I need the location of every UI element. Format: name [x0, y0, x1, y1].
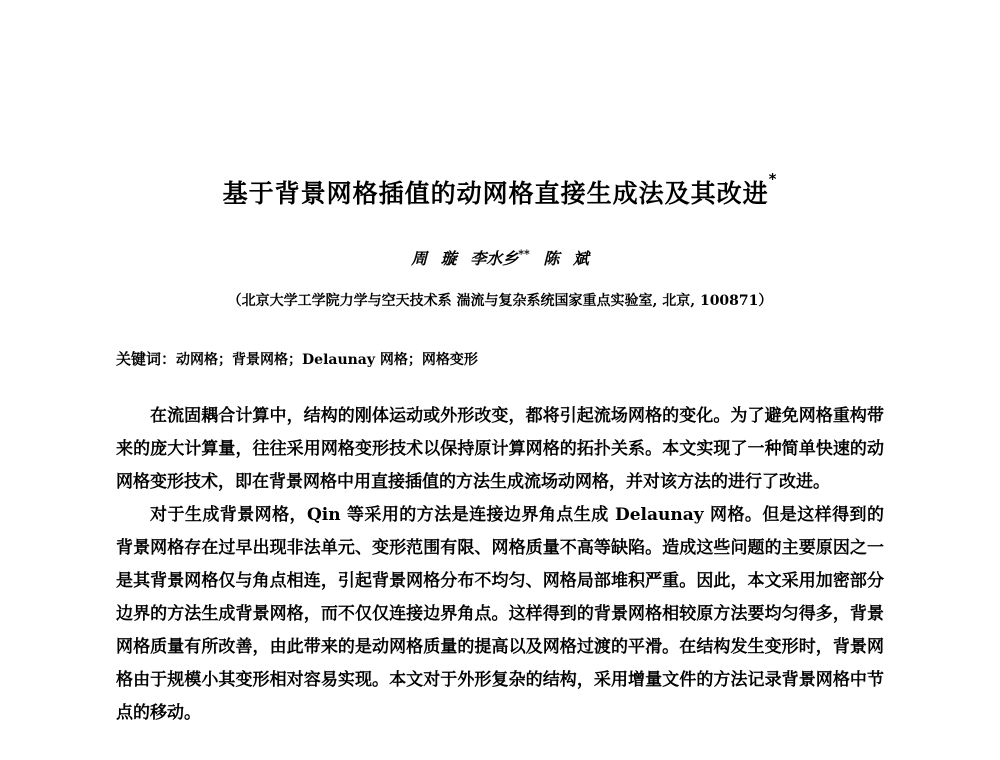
- abstract-body: [116, 400, 884, 730]
- paragraph-1: 在流固耦合计算中，结构的刚体运动或外形改变，都将引起流场网格的变化。为了避免网格重构带来的庞大计算量，往往采用网格变形技术以保持原计算网格的拓扑关系。本文实现了一种简单快速的动网格变形技术，即在背景网格中用直接插值的方法生成流场动网格，并对该方法的进行了改进。: [116, 406, 884, 492]
- author-list: [0, 246, 1000, 269]
- paper-title: [0, 170, 1000, 210]
- keywords: [116, 348, 478, 369]
- author-2-name: 李水乡: [470, 249, 519, 268]
- author-2: [470, 249, 530, 268]
- paragraph-2: 对于生成背景网格，Qin 等采用的方法是连接边界角点生成 Delaunay 网格。但是这样得到的背景网格存在过早出现非法单元、变形范围有限、网格质量不高等缺陷。造成这些问题的主要原因之一是其背景网格仅与角点相连，引起背景网格分布不均匀、网格局部堆积严重。因此，本文采用加密部分边界的方法生成背景网格，而不仅仅连接边界角点。这样得到的背景网格相较原方法要均匀得多，背景网格质量有所改善，由此带来的是动网格质量的提高以及网格过渡的平滑。在结构发生变形时，背景网格由于规模小其变形相对容易实现。本文对于外形复杂的结构，采用增量文件的方法记录背景网格中节点的移动。: [116, 505, 884, 723]
- affiliation: （北京大学工学院力学与空天技术系 湍流与复杂系统国家重点实验室, 北京, 100871）: [227, 293, 773, 309]
- keywords-label: 关键词：: [116, 350, 177, 368]
- author-2-mark: **: [518, 247, 530, 261]
- author-1: 周 璇: [411, 249, 457, 268]
- keywords-text: 动网格；背景网格；Delaunay 网格；网格变形: [176, 352, 478, 368]
- paper-title-text: 基于背景网格插值的动网格直接生成法及其改进: [222, 179, 769, 208]
- title-footnote-mark: *: [768, 170, 778, 188]
- author-3: 陈 斌: [543, 249, 589, 268]
